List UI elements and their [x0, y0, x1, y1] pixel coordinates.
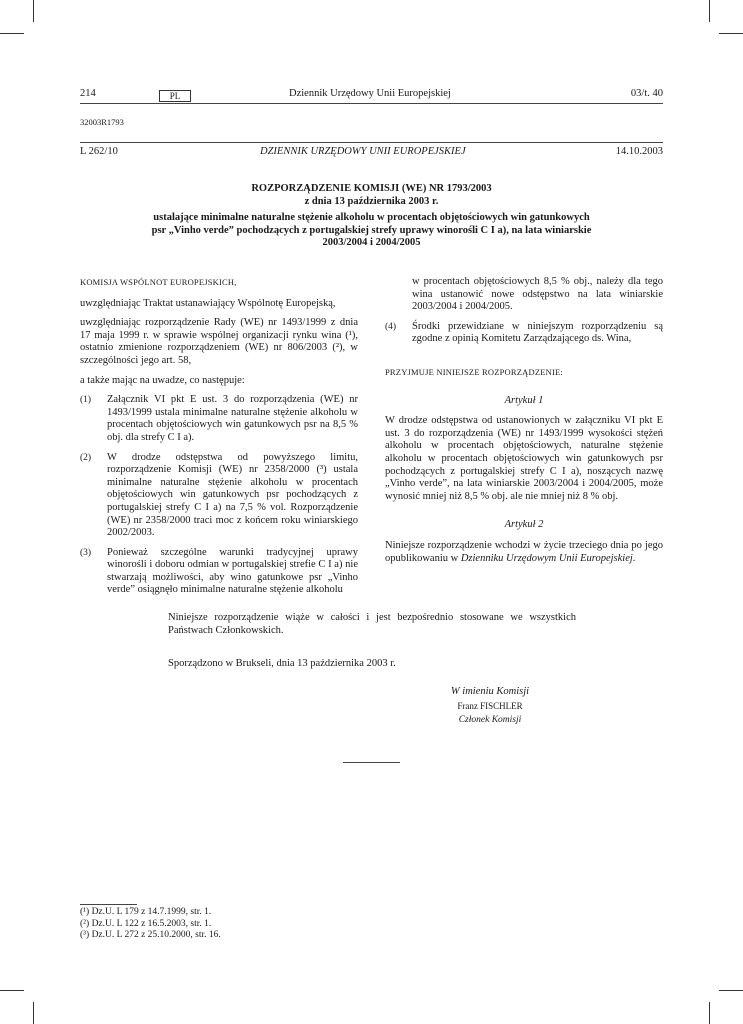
recital-3 [80, 547, 358, 597]
recital-3-continued: w procentach objętościowych 8,5 % obj., należy dla tego wina ustanowić nowe odstępstwo na lata winiarskie 2003/2004 i 2004/2005. [412, 276, 663, 313]
crop-mark-bottom-left-h [0, 990, 24, 991]
footnote-mark: (²) [80, 918, 90, 929]
title-line-4: psr „Vinho verde” pochodzących z portugalskiej strefy uprawy winorośli C I a), na lata winiarskie [151, 224, 592, 236]
recital-1 [80, 394, 358, 444]
recital-number: (4) [385, 321, 397, 332]
article-2-text-part-a: Niniejsze rozporządzenie wchodzi w życie trzeciego dnia po jego opublikowaniu w [385, 539, 663, 564]
crop-mark-top-left-h [0, 33, 24, 34]
binding-clause: Niniejsze rozporządzenie wiąże w całości i jest bezpośrednio stosowane we wszystkich Państwach Członkowskich. [168, 612, 576, 636]
crop-mark-top-right-v [709, 0, 710, 22]
crop-mark-bottom-right-v [709, 1002, 710, 1024]
recital-number: (3) [80, 547, 92, 558]
footnote-text: Dz.U. L 272 z 25.10.2000, str. 16. [91, 930, 221, 940]
signatory-name: Franz FISCHLER [457, 701, 523, 711]
preamble-treaty: uwzględniając Traktat ustanawiający Wspólnotę Europejską, [80, 297, 336, 309]
article-2-text [385, 540, 663, 565]
regulation-title [80, 183, 663, 250]
adopts-heading: PRZYJMUJE NINIEJSZE ROZPORZĄDZENIE: [385, 366, 563, 377]
title-line-5: 2003/2004 i 2004/2005 [322, 237, 421, 248]
footnote-text: Dz.U. L 179 z 14.7.1999, str. 1. [91, 907, 212, 917]
series-ref: L 262/10 [80, 146, 118, 157]
footnote-rule [80, 904, 137, 905]
article-2-title: Artykuł 2 [504, 519, 544, 531]
right-column [385, 276, 663, 572]
footnotes [80, 907, 380, 942]
celex-number: 32003R1793 [80, 117, 124, 127]
signature-on-behalf: W imieniu Komisji [450, 686, 530, 697]
volume-ref: 03/t. 40 [630, 88, 663, 99]
recital-number: (2) [80, 452, 92, 463]
language-badge: PL [159, 90, 191, 102]
recital-4 [385, 321, 663, 346]
original-journal-title: DZIENNIK URZĘDOWY UNII EUROPEJSKIEJ [260, 146, 466, 157]
end-rule [343, 762, 400, 763]
article-1-text: W drodze odstępstwa od ustanowionych w załączniku VI pkt E ust. 3 do rozporządzenia (WE) nr 1493/1999 wysokości stężeń alkoholu w procentach objętościowych, naturalne stężenie alkoholu w procentach objętościowych win gatunkowych psr pochodzących z portugalskiej strefy C I a), noszących nazwę „Vinho verde”, na lata winiarskie 2003/2004 i 2004/2005, może wynosić mniej niż 8,5 % obj. ale nie mniej niż 8 % obj. [385, 415, 663, 502]
journal-name-italic: Dzienniku Urzędowym Unii Europejskiej [460, 552, 633, 564]
footnote-mark: (¹) [80, 907, 90, 917]
article-1-title: Artykuł 1 [504, 394, 544, 406]
title-line-3: ustalające minimalne naturalne stężenie alkoholu w procentach objętościowych win gatunkowych [153, 212, 590, 223]
preamble-intro: KOMISJA WSPÓLNOT EUROPEJSKICH, [80, 277, 237, 287]
recital-text: Ponieważ szczególne warunki tradycyjnej uprawy winorośli i doboru odmian w portugalskiej strefie C I a) nie stwarzają możliwości, aby wino gatunkowe psr „Vinho verde” osiągnęło minimalne naturalne stężenie alkoholu [107, 546, 358, 596]
recital-2 [80, 452, 358, 540]
crop-mark-bottom-right-h [719, 990, 743, 991]
recital-text: Środki przewidziane w niniejszym rozporządzeniu są zgodne z opinią Komitetu Zarządzającego ds. Wina, [412, 320, 663, 345]
page-number: 214 [80, 88, 96, 99]
left-column [80, 276, 358, 604]
publication-date: 14.10.2003 [615, 146, 663, 157]
footnote-2 [80, 919, 380, 931]
title-line-1: ROZPORZĄDZENIE KOMISJI (WE) NR 1793/2003 [251, 183, 492, 194]
footnote-1 [80, 907, 380, 919]
preamble-whereas: a także mając na uwadze, co następuje: [80, 374, 245, 386]
journal-title: Dziennik Urzędowy Unii Europejskiej [289, 88, 451, 99]
signature-block [400, 686, 580, 725]
crop-mark-top-left-v [33, 0, 34, 22]
article-2-text-part-b: . [632, 552, 636, 564]
header-rule [80, 103, 663, 104]
crop-mark-bottom-left-v [33, 1002, 34, 1024]
recital-text: W drodze odstępstwa od powyższego limitu, rozporządzenie Komisji (WE) nr 2358/2000 (³) ustala minimalne naturalne stężenie alkoholu w procentach objętościowych win gatunkowych psr pochodzących z portugalskiej strefy C I a) na 7,5 % vol. Rozporządzenie (WE) nr 2358/2000 traci moc z końcem roku winiarskiego 2002/2003. [107, 451, 358, 539]
recital-text: Załącznik VI pkt E ust. 3 do rozporządzenia (WE) nr 1493/1999 ustala minimalne naturalne stężenie alkoholu w procentach objętościowych win gatunkowych psr na 8,5 % obj. dla strefy C I a). [107, 394, 358, 443]
crop-mark-top-right-h [719, 33, 743, 34]
footnote-3 [80, 930, 380, 942]
original-header-rule [80, 142, 663, 143]
done-at: Sporządzono w Brukseli, dnia 13 października 2003 r. [168, 658, 396, 669]
preamble-council-regulation: uwzględniając rozporządzenie Rady (WE) nr 1493/1999 z dnia 17 maja 1999 r. w sprawie wspólnej organizacji rynku wina (¹), ostatnio zmienione rozporządzeniem (WE) nr 806/2003 (²), w szczególności jego art. 58, [80, 317, 358, 366]
footnote-mark: (³) [80, 930, 90, 940]
title-line-2: z dnia 13 października 2003 r. [304, 195, 439, 207]
signatory-role: Członek Komisji [458, 715, 522, 725]
recital-number: (1) [80, 395, 92, 406]
footnote-text: Dz.U. L 122 z 16.5.2003, str. 1. [91, 918, 212, 929]
